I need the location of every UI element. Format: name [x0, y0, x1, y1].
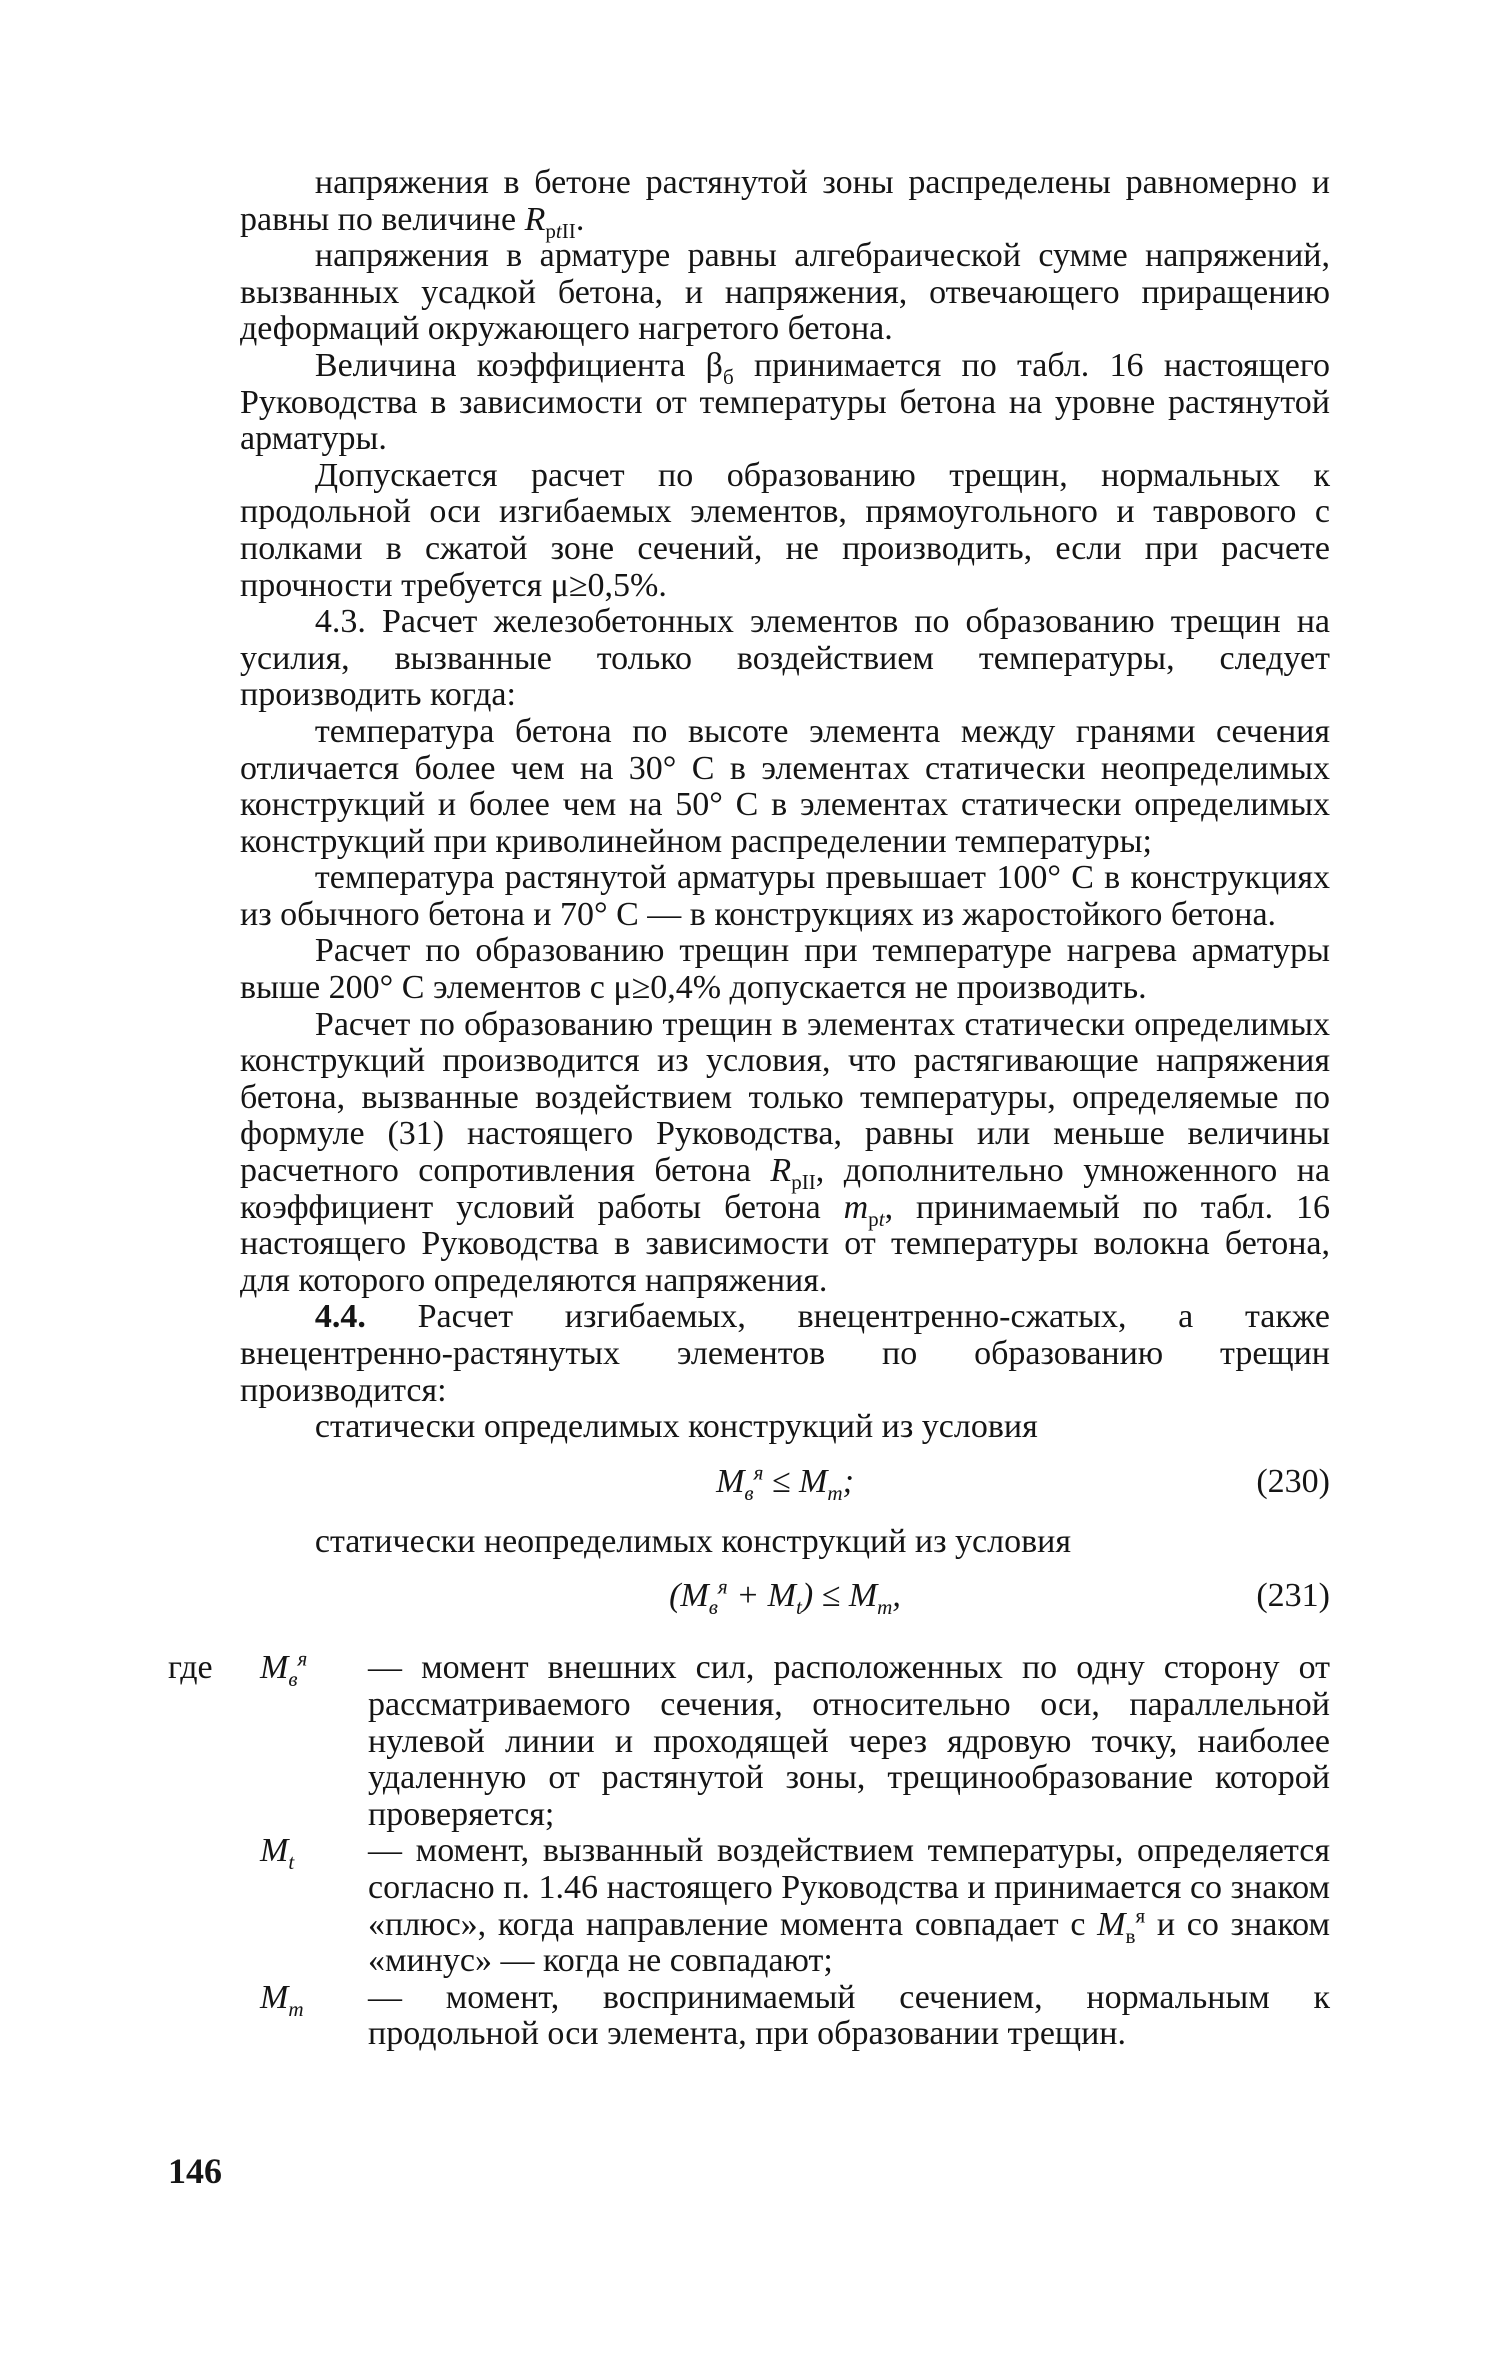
definition-symbol: $M_т$	[260, 1978, 304, 2021]
formula-230-number: (230)	[1256, 1462, 1330, 1500]
definition-text: — момент внешних сил, расположенных по одну сторону от рассматриваемого сечения, относительно оси, параллельной нулевой линии и проходящей через ядровую точку, наиболее удаленную от растянутой зоны, трещинообразование которой проверяется;	[368, 1649, 1330, 1833]
definition-text: — момент, воспринимаемый сечением, нормальным к продольной оси элемента, при образовании трещин.	[368, 1978, 1330, 2053]
body-text	[168, 164, 1331, 2053]
formula-230	[240, 1460, 1330, 1514]
formula-231-expression: $(M_в^я + M_t) \le M_т$,	[669, 1575, 901, 1620]
definition-symbol: $M_в^я$	[260, 1647, 308, 1692]
page-number: 146	[168, 2151, 222, 2191]
paragraph: Расчет по образованию трещин при температуре нагрева арматуры выше 200° С элементов с μ≥0,4% допускается не производить.	[240, 932, 1330, 1007]
definition-item	[240, 1980, 1330, 2053]
formula-230-expression: $M_в^я \le M_т$;	[716, 1460, 854, 1505]
paragraph: напряжения в бетоне растянутой зоны распределены равномерно и равны по величине $R_{ptII}$.	[240, 164, 1330, 243]
paragraph: статически определимых конструкций из условия	[314, 1408, 1038, 1446]
definition-text: — момент, вызванный воздействием температуры, определяется согласно п. 1.46 настоящего Руководства и принимается со знаком «плюс», когда направление момента совпадает с $M_в^я$ и со знаком «минус» — когда не совпадают;	[368, 1832, 1331, 1980]
paragraph: статически неопределимых конструкций из условия	[314, 1522, 1071, 1560]
section-4-3: 4.3. Расчет железобетонных элементов по образованию трещин на усилия, вызванные только воздействием температуры, следует производить когда:	[240, 603, 1330, 714]
paragraph: Величина коэффициента $\beta_б$ принимается по табл. 16 настоящего Руководства в зависимости от температуры бетона на уровне растянутой арматуры.	[240, 346, 1330, 458]
paragraph: Допускается расчет по образованию трещин, нормальных к продольной оси изгибаемых элементов, прямоугольного и таврового с полками в сжатой зоне сечений, не производить, если при расчете прочности требуется μ≥0,5%.	[240, 456, 1330, 604]
formula-231-number: (231)	[1256, 1577, 1330, 1615]
definitions-block	[168, 1647, 1331, 2053]
where-word: где	[168, 1649, 213, 1687]
paragraph: Расчет по образованию трещин в элементах статически определимых конструкций производится из условия, что растягивающие напряжения бетона, вызванные воздействием только температуры, определяемые по формуле (31) настоящего Руководства, равны или меньше величины расчетного сопротивления бетона $R_{pII}$, дополнительно умноженного на коэффициент условий работы бетона $m_{pt}$, принимаемый по табл. 16 настоящего Руководства в зависимости от температуры волокна бетона, для которого определяются напряжения.	[240, 1005, 1330, 1299]
definition-item	[240, 1647, 1330, 1833]
section-4-4: 4.4. Расчет изгибаемых, внецентренно-сжатых, а также внецентренно-растянутых элементов по образованию трещин производится:	[240, 1298, 1330, 1409]
paragraph: температура бетона по высоте элемента между гранями сечения отличается более чем на 30° С в элементах статически неопределимых конструкций и более чем на 50° С в элементах статически определимых конструкций при криволинейном распределении температуры;	[240, 712, 1330, 860]
paragraph: температура растянутой арматуры превышает 100° С в конструкциях из обычного бетона и 70° С — в конструкциях из жаростойкого бетона.	[240, 859, 1330, 933]
definition-item	[240, 1833, 1330, 1979]
formula-231	[240, 1575, 1330, 1628]
definition-symbol: $M_t$	[260, 1832, 295, 1875]
paragraph: напряжения в арматуре равны алгебраической сумме напряжений, вызванных усадкой бетона, и напряжения, отвечающего приращению деформаций окружающего нагретого бетона.	[240, 237, 1330, 348]
